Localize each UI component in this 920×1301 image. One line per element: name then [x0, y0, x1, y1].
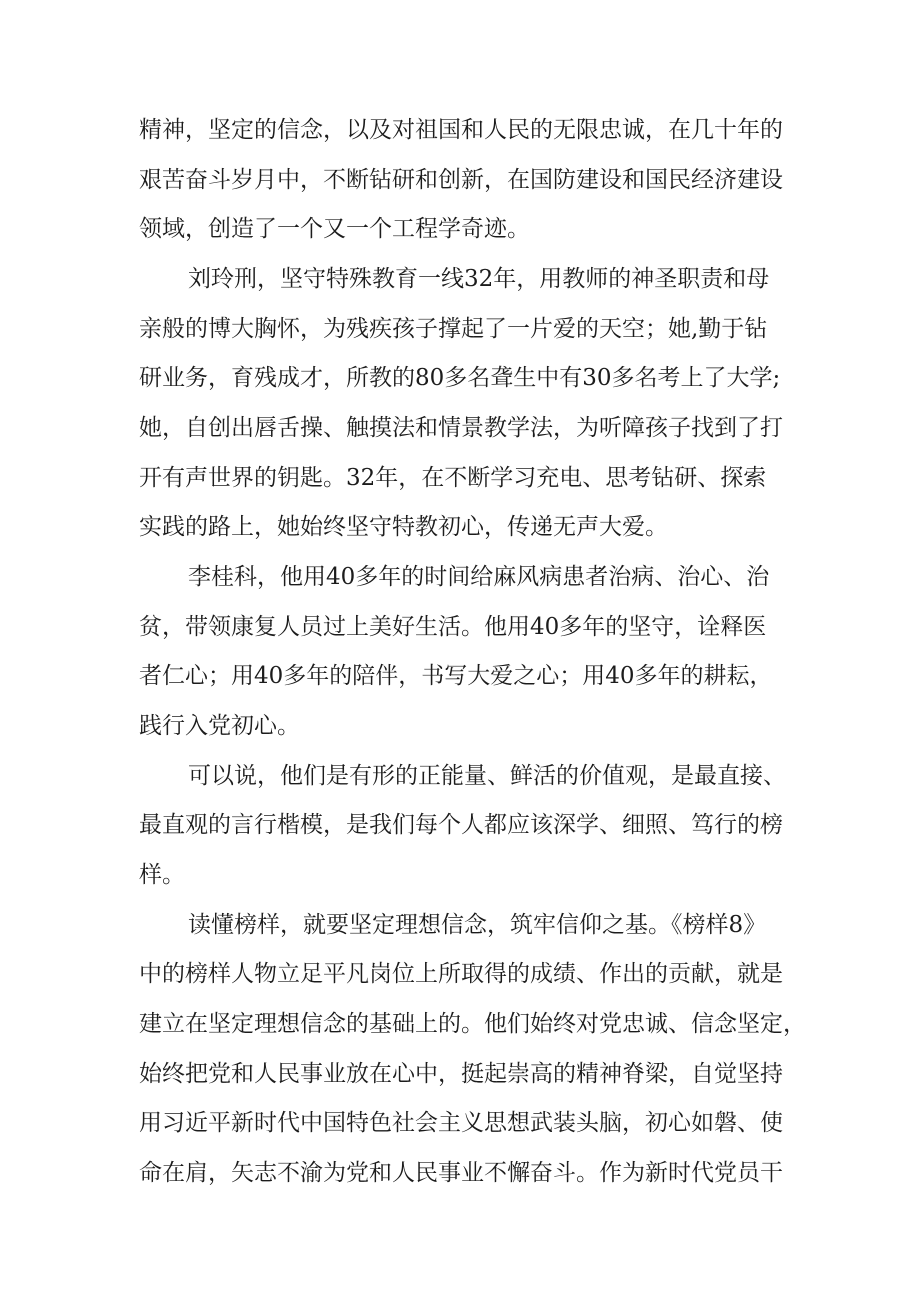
text-line: 命在肩，矢志不渝为党和人民事业不懈奋斗。作为新时代党员干 [139, 1160, 783, 1186]
text-line: 实践的路上，她始终坚守特教初心，传递无声大爱。 [139, 514, 668, 540]
text-line: 精神，坚定的信念，以及对祖国和人民的无限忠诚，在几十年的 [139, 117, 783, 143]
text-line: 亲般的博大胸怀，为残疾孩子撑起了一片爱的天空；她,勤于钻 [139, 316, 768, 342]
text-line: 用习近平新时代中国特色社会主义思想武装头脑，初心如磐、使 [139, 1110, 783, 1136]
text-line: 者仁心；用40多年的陪伴，书写大爱之心；用40多年的耕耘， [139, 663, 773, 689]
text-line: 研业务，育残成才，所教的80多名聋生中有30多名考上了大学; [139, 365, 781, 391]
text-line: 践行入党初心。 [139, 713, 300, 739]
paragraph-start-line: 可以说，他们是有形的正能量、鲜活的价值观，是最直接、 [188, 763, 786, 789]
text-line: 开有声世界的钥匙。32年，在不断学习充电、思考钻研、探索 [139, 465, 767, 491]
paragraph-start-line: 刘玲刑，坚守特殊教育一线32年，用教师的神圣职责和母 [188, 266, 770, 292]
text-line: 中的榜样人物立足平凡岗位上所取得的成绩、作出的贡献，就是 [139, 961, 783, 987]
text-line: 建立在坚定理想信念的基础上的。他们始终对党忠诚、信念坚定， [139, 1011, 806, 1037]
paragraph-start-line: 李桂科，他用40多年的时间给麻风病患者治病、治心、治 [188, 564, 770, 590]
text-line: 最直观的言行楷模，是我们每个人都应该深学、细照、笃行的榜 [139, 812, 783, 838]
text-line: 样。 [139, 862, 185, 888]
text-line: 艰苦奋斗岁月中，不断钻研和创新，在国防建设和国民经济建设 [139, 167, 783, 193]
text-line: 她，自创出唇舌操、触摸法和情景教学法，为听障孩子找到了打 [139, 415, 783, 441]
text-line: 领域，创造了一个又一个工程学奇迹。 [139, 216, 530, 242]
text-line: 贫，带领康复人员过上美好生活。他用40多年的坚守，诠释医 [139, 614, 767, 640]
text-line: 始终把党和人民事业放在心中，挺起崇高的精神脊梁，自觉坚持 [139, 1061, 783, 1087]
paragraph-start-line: 读懂榜样，就要坚定理想信念，筑牢信仰之基。《榜样8》 [188, 912, 767, 938]
